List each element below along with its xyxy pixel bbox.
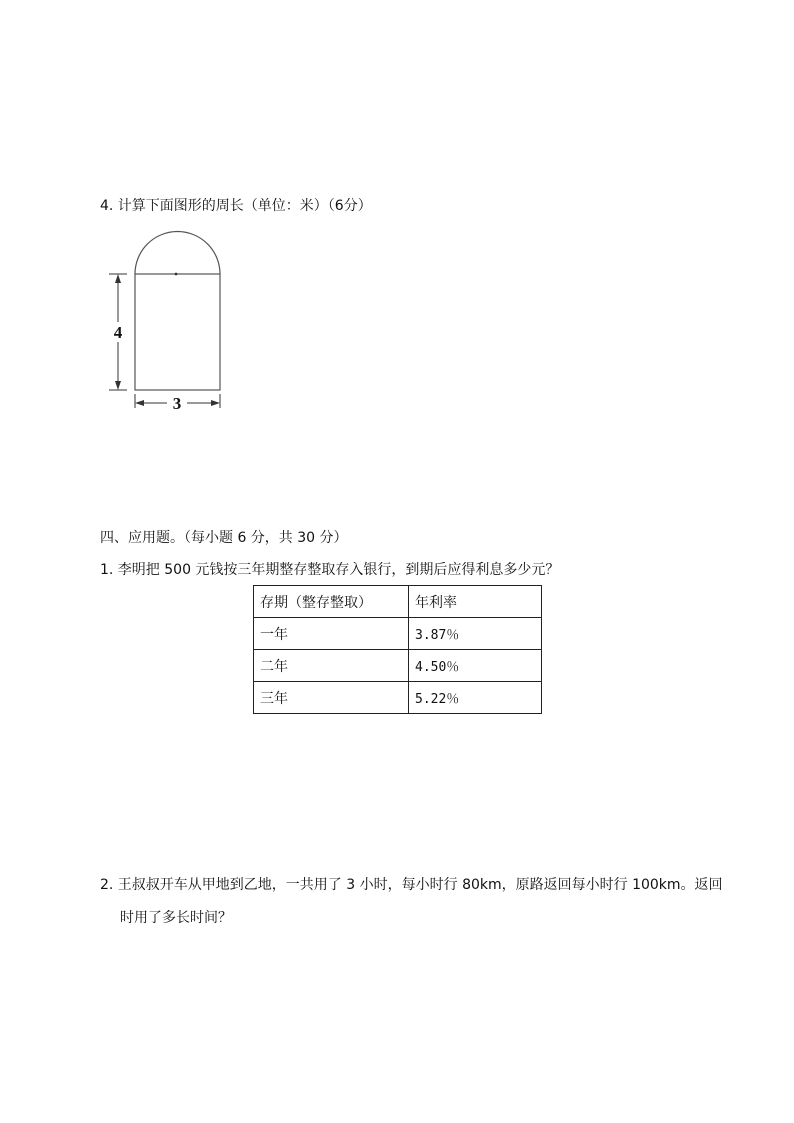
semicircle-arc bbox=[135, 232, 220, 274]
rate-cell: 4.50％ bbox=[409, 650, 542, 682]
interest-rate-table bbox=[253, 585, 542, 714]
table-row bbox=[254, 650, 542, 682]
table-header-row bbox=[254, 586, 542, 618]
rate-cell: 5.22％ bbox=[409, 682, 542, 714]
term-cell: 三年 bbox=[254, 682, 409, 714]
perimeter-figure bbox=[100, 222, 230, 417]
width-label: 3 bbox=[172, 394, 182, 413]
question-2-text-line-2: 时用了多长时间？ bbox=[120, 910, 232, 926]
table-row bbox=[254, 682, 542, 714]
term-cell: 一年 bbox=[254, 618, 409, 650]
section-4-title: 四、应用题。（每小题 6 分，共 30 分） bbox=[100, 530, 348, 546]
height-label: 4 bbox=[113, 323, 123, 342]
question-2-text-line-1: 2. 王叔叔开车从甲地到乙地，一共用了 3 小时，每小时行 80km，原路返回每小时行 100km。返回 bbox=[100, 877, 723, 893]
header-rate: 年利率 bbox=[409, 586, 542, 618]
problem-4-title: 4. 计算下面图形的周长（单位：米）（6分） bbox=[100, 198, 372, 214]
question-1-text: 1. 李明把 500 元钱按三年期整存整取存入银行，到期后应得利息多少元？ bbox=[100, 562, 560, 578]
rate-cell: 3.87％ bbox=[409, 618, 542, 650]
term-cell: 二年 bbox=[254, 650, 409, 682]
rectangle-shape bbox=[135, 274, 220, 390]
table-row bbox=[254, 618, 542, 650]
header-term: 存期（整存整取） bbox=[254, 586, 409, 618]
center-dot bbox=[175, 273, 178, 276]
